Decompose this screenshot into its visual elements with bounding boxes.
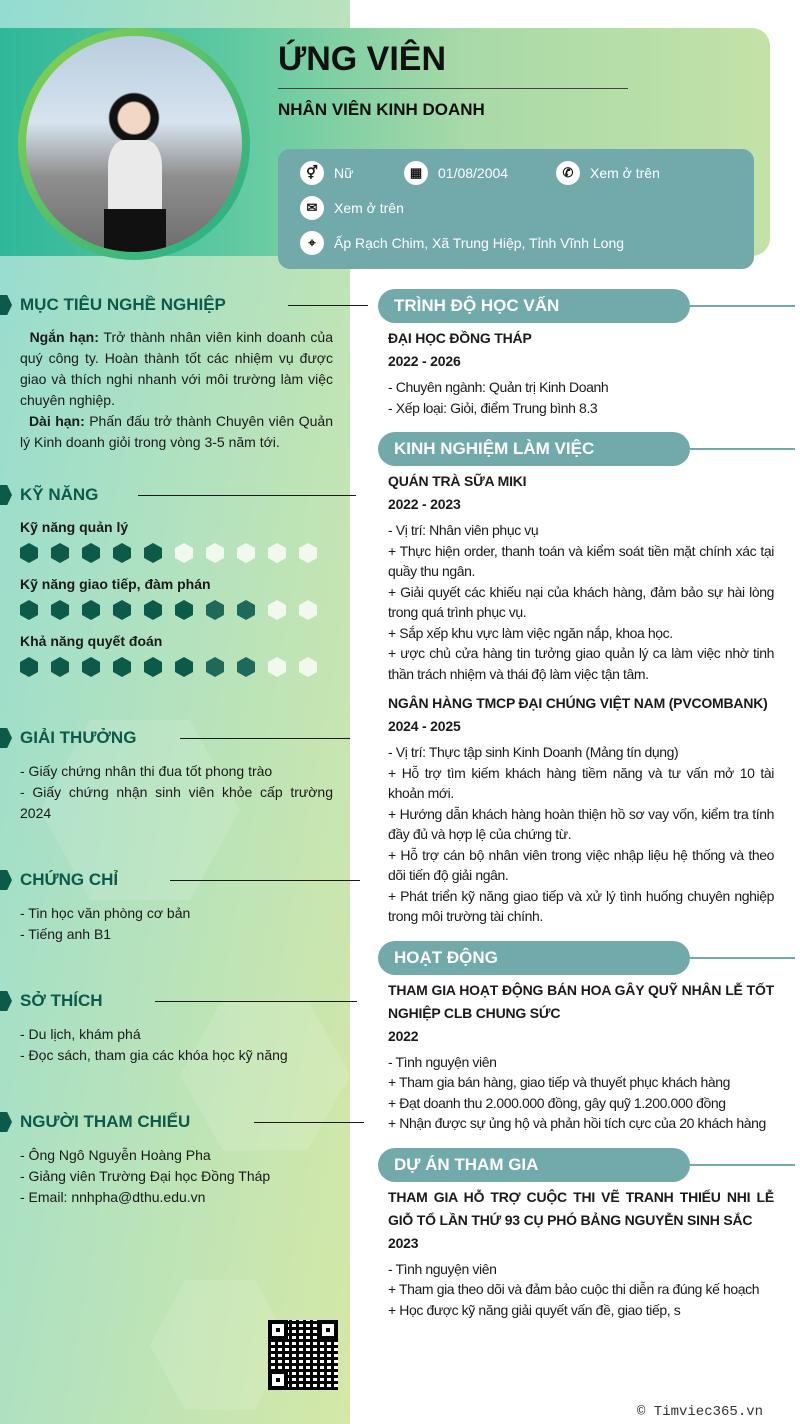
phone-icon: ✆ — [556, 161, 580, 185]
skill-hexagon-empty — [299, 600, 317, 620]
section-heading-activities: HOẠT ĐỘNG — [378, 941, 800, 975]
entry-line: + Hướng dẫn khách hàng hoàn thiện hồ sơ vay vốn, kiểm tra tính đầy đủ và hợp lệ của chứng từ. — [388, 805, 774, 842]
email-value: Xem ở trên — [334, 200, 404, 216]
skill-hexagon-filled — [144, 600, 162, 620]
entry-line: + Đạt doanh thu 2.000.000 đồng, gây quỹ 1.200.000 đồng — [388, 1094, 726, 1111]
education-section — [388, 327, 774, 418]
skill-hexagon-empty — [299, 657, 317, 677]
entry-line: + ược chủ cửa hàng tin tưởng giao quản lý ca làm việc nhờ tinh thần trách nhiệm và thái độ làm việc tận tâm. — [388, 645, 774, 682]
section-heading-skills: KỸ NĂNG — [0, 483, 356, 507]
list-item: - Tiếng anh B1 — [20, 926, 112, 942]
address-value: Ấp Rạch Chim, Xã Trung Hiệp, Tỉnh Vĩnh Long — [334, 235, 625, 251]
avatar-photo — [18, 28, 250, 260]
skill-name: Kỹ năng giao tiếp, đàm phán — [20, 576, 211, 592]
right-column — [378, 289, 800, 1334]
skill-hexagon-filled — [113, 657, 131, 677]
skill-rating — [20, 657, 317, 677]
skill-name: Khả năng quyết đoán — [20, 633, 163, 649]
experience-section — [388, 470, 774, 927]
skill-hexagon-filled — [51, 657, 69, 677]
certificates-list — [20, 903, 333, 945]
skill-hexagon-empty — [175, 543, 193, 563]
skill-hexagon-filled — [82, 657, 100, 677]
list-item: - Email: nnhpha@dthu.edu.vn — [20, 1189, 206, 1205]
job-title: NHÂN VIÊN KINH DOANH — [278, 100, 485, 119]
entry-line: - Tình nguyện viên — [388, 1260, 497, 1277]
section-heading-certificates: CHỨNG CHỈ — [0, 868, 360, 892]
skill-hexagon-filled — [175, 600, 193, 620]
hexagon-marker-icon — [0, 485, 12, 505]
skill-hexagon-empty — [268, 657, 286, 677]
phone-value: Xem ở trên — [590, 165, 660, 181]
entry-line: + Hỗ trợ cán bộ nhân viên trong việc nhập liệu hệ thống và theo dõi tiến độ giải ngân. — [388, 846, 774, 883]
qr-code[interactable] — [268, 1320, 338, 1390]
section-heading-projects: DỰ ÁN THAM GIA — [378, 1148, 800, 1182]
section-heading-education: TRÌNH ĐỘ HỌC VẤN — [378, 289, 800, 323]
list-item: - Giấy chứng nhân thi đua tốt phong trào — [20, 763, 273, 779]
entry-line: - Chuyên ngành: Quản trị Kinh Doanh — [388, 379, 609, 395]
entry-line: + Sắp xếp khu vực làm việc ngăn nắp, khoa học. — [388, 624, 673, 641]
skill-hexagon-filled — [175, 657, 193, 677]
list-item: - Tin học văn phòng cơ bản — [20, 905, 191, 921]
entry-line: + Tham gia bán hàng, giao tiếp và thuyết phục khách hàng — [388, 1074, 730, 1090]
entry-period: 2022 — [388, 1027, 419, 1044]
birthday-value: 01/08/2004 — [438, 165, 509, 181]
hexagon-marker-icon — [0, 991, 12, 1011]
references-list — [20, 1145, 333, 1208]
entry-line: + Thực hiện order, thanh toán và kiểm soát tiền mặt chính xác tại quầy thu ngân. — [388, 542, 774, 579]
section-heading-hobbies: SỞ THÍCH — [0, 989, 357, 1013]
skill-rating — [20, 600, 317, 620]
divider — [278, 88, 628, 89]
section-heading-awards: GIẢI THƯỞNG — [0, 726, 350, 750]
skill-rating — [20, 543, 317, 563]
entry-period: 2024 - 2025 — [388, 718, 461, 734]
contact-info-box — [278, 149, 754, 269]
location-icon: ⌖ — [300, 231, 324, 255]
section-heading-experience: KINH NGHIỆM LÀM VIỆC — [378, 432, 800, 466]
candidate-name: ỨNG VIÊN — [278, 40, 447, 78]
skill-hexagon-filled — [144, 543, 162, 563]
watermark: © Timviec365.vn — [637, 1404, 764, 1420]
entry-line: - Vị trí: Nhân viên phục vụ — [388, 522, 539, 538]
entry-line: + Giải quyết các khiếu nại của khách hàng, đảm bảo sự hài lòng trong quá trình phục vụ. — [388, 583, 774, 620]
entry-period: 2022 - 2023 — [388, 496, 461, 512]
hexagon-marker-icon — [0, 1112, 12, 1132]
skill-name: Kỹ năng quản lý — [20, 519, 129, 535]
skill-hexagon-filled — [20, 543, 38, 563]
hobbies-list — [20, 1024, 333, 1066]
section-heading-references: NGƯỜI THAM CHIẾU — [0, 1110, 364, 1134]
list-item: - Giảng viên Trường Đại học Đồng Tháp — [20, 1168, 271, 1184]
list-item: - Du lịch, khám phá — [20, 1026, 141, 1042]
skill-hexagon-empty — [237, 543, 255, 563]
skill-hexagon-filled — [20, 600, 38, 620]
skill-hexagon-filled — [51, 600, 69, 620]
entry-title: ĐẠI HỌC ĐỒNG THÁP — [388, 330, 532, 346]
skill-hexagon-empty — [299, 543, 317, 563]
list-item: - Đọc sách, tham gia các khóa học kỹ năng — [20, 1047, 288, 1063]
skill-hexagon-filled — [206, 657, 224, 677]
skill-hexagon-filled — [237, 600, 255, 620]
skill-hexagon-filled — [206, 600, 224, 620]
gender-icon: ⚥ — [300, 161, 324, 185]
entry-line: + Học được kỹ năng giải quyết vấn đề, giao tiếp, s — [388, 1301, 681, 1318]
entry-period: 2023 — [388, 1234, 419, 1251]
skill-hexagon-empty — [268, 543, 286, 563]
entry-title: NGÂN HÀNG TMCP ĐẠI CHÚNG VIỆT NAM (PVCOMBANK) — [388, 695, 768, 711]
section-heading-objective: MỤC TIÊU NGHỀ NGHIỆP — [0, 293, 368, 317]
hexagon-marker-icon — [0, 870, 12, 890]
awards-list — [20, 761, 333, 824]
skill-hexagon-empty — [268, 600, 286, 620]
activities-section — [388, 979, 774, 1134]
list-item: - Ông Ngô Nguyễn Hoàng Pha — [20, 1147, 211, 1163]
skill-hexagon-filled — [144, 657, 162, 677]
entry-line: - Tình nguyện viên — [388, 1053, 497, 1070]
entry-line: + Nhận được sự ủng hộ và phản hồi tích cực của 20 khách hàng — [388, 1115, 766, 1131]
skill-hexagon-filled — [237, 657, 255, 677]
entry-title: QUÁN TRÀ SỮA MIKI — [388, 473, 527, 489]
skill-hexagon-filled — [82, 543, 100, 563]
skill-hexagon-filled — [20, 657, 38, 677]
skill-hexagon-filled — [82, 600, 100, 620]
objective-text: Ngắn hạn: Trở thành nhân viên kinh doanh của quý công ty. Hoàn thành tốt các nhiệm vụ được giao và thích nghi nhanh với môi trường làm việc chuyên nghiệp. Dài hạn: Phấn đấu trở thành Chuyên viên Quản lý Kinh doanh giỏi trong vòng 3-5 năm tới. — [20, 329, 334, 450]
list-item: - Giấy chứng nhận sinh viên khỏe cấp trường 2024 — [20, 784, 333, 821]
gender-value: Nữ — [334, 165, 354, 181]
skill-hexagon-filled — [113, 543, 131, 563]
hexagon-marker-icon — [0, 728, 12, 748]
email-icon: ✉ — [300, 196, 324, 220]
entry-period: 2022 - 2026 — [388, 353, 461, 369]
entry-line: - Xếp loại: Giỏi, điểm Trung bình 8.3 — [388, 399, 598, 416]
calendar-icon: ▦ — [404, 161, 428, 185]
skill-hexagon-empty — [206, 543, 224, 563]
entry-line: + Hỗ trợ tìm kiếm khách hàng tiềm năng và tư vấn mở 10 tài khoản mới. — [388, 764, 774, 801]
entry-line: - Vị trí: Thực tập sinh Kinh Doanh (Mảng tín dụng) — [388, 744, 679, 760]
hexagon-marker-icon — [0, 295, 12, 315]
skill-hexagon-filled — [113, 600, 131, 620]
entry-title: THAM GIA HỖ TRỢ CUỘC THI VẼ TRANH THIẾU NHI LỄ GIỖ TỔ LẦN THỨ 93 CỤ PHÓ BẢNG NGUYỄN SINH SẮC — [388, 1188, 774, 1228]
entry-line: + Phát triển kỹ năng giao tiếp và xử lý tình huống chuyên nghiệp trong môi trường tài chính. — [388, 887, 774, 924]
entry-line: + Tham gia theo dõi và đảm bảo cuộc thi diễn ra đúng kế hoạch — [388, 1281, 760, 1297]
projects-section — [388, 1186, 774, 1321]
skill-hexagon-filled — [51, 543, 69, 563]
entry-title: THAM GIA HOẠT ĐỘNG BÁN HOA GÂY QUỸ NHÂN LỄ TỐT NGHIỆP CLB CHUNG SỨC — [388, 981, 774, 1021]
